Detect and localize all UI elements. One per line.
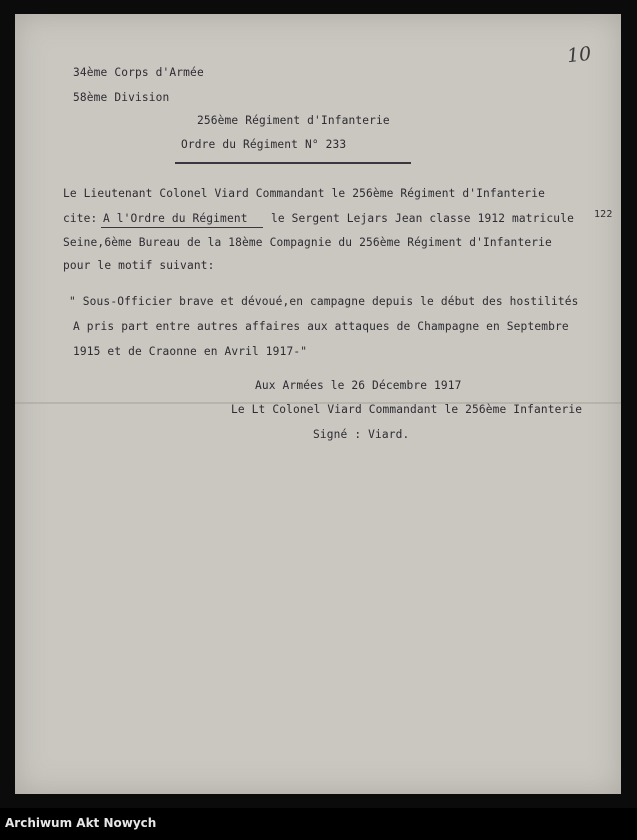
body-line-2-lead: cite: [63, 212, 98, 225]
closing-signed: Signé : Viard. [313, 428, 410, 441]
archive-footer [0, 808, 637, 840]
matricule-number: 122 [594, 209, 613, 220]
corps-heading: 34ème Corps d'Armée [73, 66, 204, 79]
citation-line-2: A pris part entre autres affaires aux attaques de Champagne en Septembre [73, 320, 569, 333]
title-underline [175, 162, 411, 164]
order-title: Ordre du Régiment N° 233 [181, 138, 347, 151]
paper-sheet [15, 14, 621, 794]
citation-line-1: " Sous-Officier brave et dévoué,en campagne depuis le début des hostilités [69, 295, 579, 308]
archive-label: Archiwum Akt Nowych [5, 816, 157, 830]
citation-underline [101, 227, 263, 228]
closing-place-date: Aux Armées le 26 Décembre 1917 [255, 379, 462, 392]
regiment-heading: 256ème Régiment d'Infanterie [197, 114, 390, 127]
body-line-2-underlined: A l'Ordre du Régiment [103, 212, 248, 225]
body-line-4: pour le motif suivant: [63, 259, 215, 272]
body-line-2-rest: le Sergent Lejars Jean classe 1912 matricule [271, 212, 574, 225]
division-heading: 58ème Division [73, 91, 170, 104]
citation-line-3: 1915 et de Craonne en Avril 1917-" [73, 345, 308, 358]
closing-signatory: Le Lt Colonel Viard Commandant le 256ème Infanterie [231, 403, 583, 416]
page-number: 10 [565, 42, 593, 68]
body-line-3: Seine,6ème Bureau de la 18ème Compagnie du 256ème Régiment d'Infanterie [63, 236, 552, 249]
body-line-1: Le Lieutenant Colonel Viard Commandant le 256ème Régiment d'Infanterie [63, 187, 545, 200]
